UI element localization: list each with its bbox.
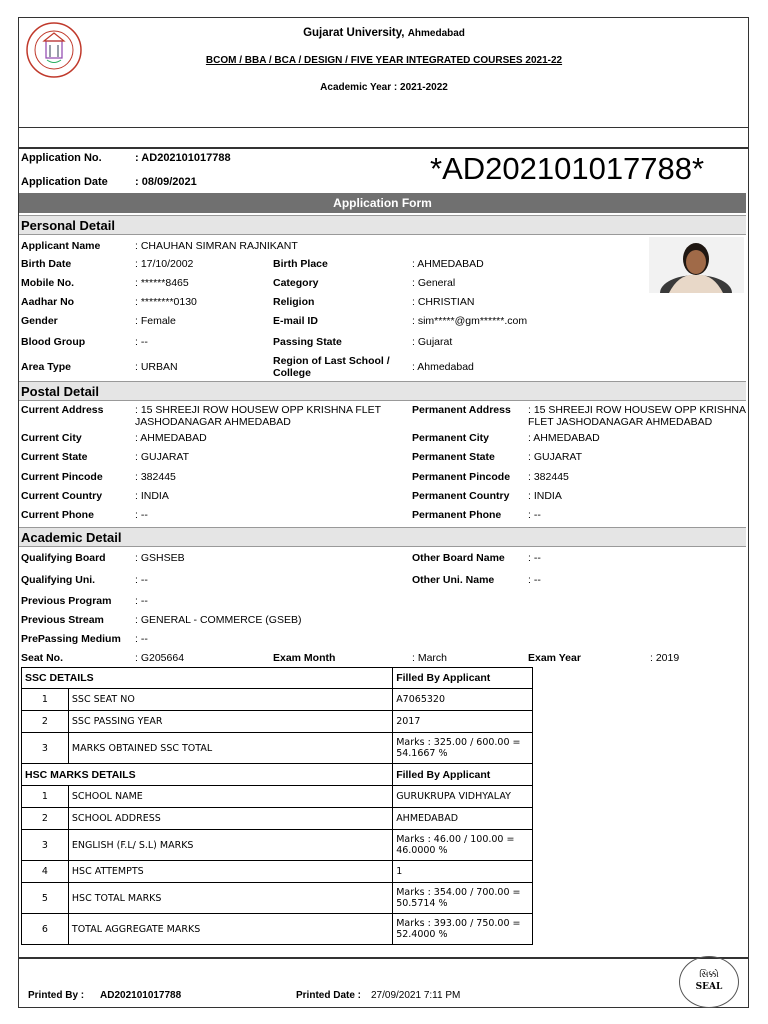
row-value: 2017	[393, 711, 533, 733]
seal-stamp	[679, 956, 739, 1008]
row-value: A7065320	[393, 689, 533, 711]
postal-detail-heading: Postal Detail	[19, 381, 746, 401]
other-board-label: Other Board Name	[412, 552, 505, 564]
application-no-label: Application No.	[21, 152, 102, 164]
seat-no-value: : G205664	[135, 652, 185, 664]
other-uni-label: Other Uni. Name	[412, 574, 495, 586]
birth-date-label: Birth Date	[21, 258, 72, 270]
row-name: SSC PASSING YEAR	[68, 711, 392, 733]
current-city-label: Current City	[21, 432, 82, 444]
email-value: : sim*****@gm******.com	[412, 315, 528, 327]
current-phone-value: : --	[135, 509, 148, 521]
category-label: Category	[273, 277, 319, 289]
other-uni-value: : --	[528, 574, 541, 586]
exam-year-label: Exam Year	[528, 652, 581, 664]
previous-stream-label: Previous Stream	[21, 614, 104, 626]
permanent-country-label: Permanent Country	[412, 490, 510, 502]
personal-detail-heading: Personal Detail	[19, 215, 746, 235]
hsc-title: HSC MARKS DETAILS	[22, 764, 393, 786]
permanent-address-label: Permanent Address	[412, 404, 511, 416]
marks-table	[21, 667, 533, 945]
row-number: 4	[22, 861, 69, 883]
row-name: HSC ATTEMPTS	[68, 861, 392, 883]
blood-group-label: Blood Group	[21, 336, 86, 348]
printed-by-label: Printed By :	[28, 990, 85, 1001]
gender-label: Gender	[21, 315, 58, 327]
hsc-filled-label: Filled By Applicant	[393, 764, 533, 786]
current-address-value: : 15 SHREEJI ROW HOUSEW OPP KRISHNA FLET JASHODANAGAR AHMEDABAD	[135, 404, 381, 428]
region-value: : Ahmedabad	[412, 361, 474, 373]
blood-group-value: : --	[135, 336, 148, 348]
birth-place-label: Birth Place	[273, 258, 328, 270]
application-barcode-text: *AD202101017788*	[430, 151, 705, 186]
row-number: 3	[22, 830, 69, 861]
permanent-city-label: Permanent City	[412, 432, 490, 444]
area-type-value: : URBAN	[135, 361, 178, 373]
gender-value: : Female	[135, 315, 176, 327]
current-pincode-value: : 382445	[135, 471, 176, 483]
seal-text: SEAL	[695, 982, 723, 992]
row-number: 1	[22, 689, 69, 711]
category-value: : General	[412, 277, 456, 289]
row-number: 2	[22, 711, 69, 733]
applicant-name-label: Applicant Name	[21, 240, 101, 252]
permanent-phone-label: Permanent Phone	[412, 509, 502, 521]
academic-detail-heading: Academic Detail	[19, 527, 746, 547]
row-name: TOTAL AGGREGATE MARKS	[68, 914, 392, 945]
row-value: Marks : 393.00 / 750.00 = 52.4000 %	[393, 914, 533, 945]
header-bottom-strip	[18, 128, 749, 148]
row-name: SCHOOL ADDRESS	[68, 808, 392, 830]
application-form-bar: Application Form	[19, 193, 746, 213]
qualifying-board-label: Qualifying Board	[21, 552, 106, 564]
row-name: HSC TOTAL MARKS	[68, 883, 392, 914]
row-number: 6	[22, 914, 69, 945]
row-value: Marks : 46.00 / 100.00 = 46.0000 %	[393, 830, 533, 861]
religion-value: : CHRISTIAN	[412, 296, 475, 308]
qualifying-board-value: : GSHSEB	[135, 552, 185, 564]
permanent-state-label: Permanent State	[412, 451, 495, 463]
previous-program-value: : --	[135, 595, 148, 607]
row-value: 1	[393, 861, 533, 883]
other-board-value: : --	[528, 552, 541, 564]
ssc-title: SSC DETAILS	[22, 668, 393, 689]
previous-stream-value: : GENERAL - COMMERCE (GSEB)	[135, 614, 302, 626]
applicant-photo	[649, 237, 744, 293]
current-pincode-label: Current Pincode	[21, 471, 103, 483]
passing-state-value: : Gujarat	[412, 336, 453, 348]
current-city-value: : AHMEDABAD	[135, 432, 207, 444]
birth-place-value: : AHMEDABAD	[412, 258, 484, 270]
application-date-label: Application Date	[21, 176, 108, 188]
current-phone-label: Current Phone	[21, 509, 94, 521]
table-row	[22, 914, 533, 945]
prepassing-medium-value: : --	[135, 633, 148, 645]
area-type-label: Area Type	[21, 361, 71, 373]
application-no-value: : AD202101017788	[135, 152, 231, 164]
table-row	[22, 689, 533, 711]
religion-label: Religion	[273, 296, 315, 308]
row-value: AHMEDABAD	[393, 808, 533, 830]
application-date-value: : 08/09/2021	[135, 176, 197, 188]
permanent-pincode-label: Permanent Pincode	[412, 471, 511, 483]
current-country-label: Current Country	[21, 490, 103, 502]
region-label: Region of Last School / College	[273, 355, 390, 379]
ssc-filled-label: Filled By Applicant	[393, 668, 533, 689]
permanent-city-value: : AHMEDABAD	[528, 432, 600, 444]
row-number: 1	[22, 786, 69, 808]
table-row	[22, 830, 533, 861]
table-row	[22, 808, 533, 830]
current-address-label: Current Address	[21, 404, 104, 416]
permanent-country-value: : INDIA	[528, 490, 562, 502]
exam-month-label: Exam Month	[273, 652, 336, 664]
row-value: Marks : 325.00 / 600.00 = 54.1667 %	[393, 733, 533, 764]
university-city: Ahmedabad	[407, 28, 465, 39]
current-country-value: : INDIA	[135, 490, 169, 502]
applicant-name-value: : CHAUHAN SIMRAN RAJNIKANT	[135, 240, 298, 252]
table-row	[22, 711, 533, 733]
row-value: Marks : 354.00 / 700.00 = 50.5714 %	[393, 883, 533, 914]
row-number: 2	[22, 808, 69, 830]
exam-month-value: : March	[412, 652, 448, 664]
row-number: 3	[22, 733, 69, 764]
printed-date-label: Printed Date :	[296, 990, 362, 1001]
qualifying-uni-label: Qualifying Uni.	[21, 574, 96, 586]
permanent-phone-value: : --	[528, 509, 541, 521]
current-state-value: : GUJARAT	[135, 451, 190, 463]
aadhar-value: : ********0130	[135, 296, 197, 308]
printed-date-value: 27/09/2021 7:11 PM	[371, 990, 461, 1001]
university-title	[0, 27, 768, 39]
row-value: GURUKRUPA VIDHYALAY	[393, 786, 533, 808]
permanent-state-value: : GUJARAT	[528, 451, 583, 463]
table-row	[22, 786, 533, 808]
ssc-header-row	[22, 668, 533, 689]
table-row	[22, 883, 533, 914]
table-row	[22, 861, 533, 883]
prepassing-medium-label: PrePassing Medium	[21, 633, 121, 645]
passing-state-label: Passing State	[273, 336, 342, 348]
aadhar-label: Aadhar No	[21, 296, 75, 308]
mobile-label: Mobile No.	[21, 277, 75, 289]
seat-no-label: Seat No.	[21, 652, 64, 664]
row-name: MARKS OBTAINED SSC TOTAL	[68, 733, 392, 764]
row-name: ENGLISH (F.L/ S.L) MARKS	[68, 830, 392, 861]
hsc-header-row	[22, 764, 533, 786]
academic-year: Academic Year : 2021-2022	[320, 82, 448, 93]
university-name: Gujarat University,	[303, 27, 405, 39]
row-name: SCHOOL NAME	[68, 786, 392, 808]
seal-text-gujarati: સિક્કો	[699, 970, 719, 980]
table-row	[22, 733, 533, 764]
printed-by-value: AD202101017788	[100, 990, 182, 1001]
permanent-address-value: : 15 SHREEJI ROW HOUSEW OPP KRISHNA FLET JASHODANAGAR AHMEDABAD	[528, 404, 746, 428]
exam-year-value: : 2019	[650, 652, 680, 664]
previous-program-label: Previous Program	[21, 595, 112, 607]
email-label: E-mail ID	[273, 315, 318, 327]
current-state-label: Current State	[21, 451, 88, 463]
permanent-pincode-value: : 382445	[528, 471, 569, 483]
courses-title: BCOM / BBA / BCA / DESIGN / FIVE YEAR INTEGRATED COURSES 2021-22	[205, 55, 563, 66]
row-name: SSC SEAT NO	[68, 689, 392, 711]
qualifying-uni-value: : --	[135, 574, 148, 586]
mobile-value: : ******8465	[135, 277, 189, 289]
birth-date-value: : 17/10/2002	[135, 258, 194, 270]
row-number: 5	[22, 883, 69, 914]
